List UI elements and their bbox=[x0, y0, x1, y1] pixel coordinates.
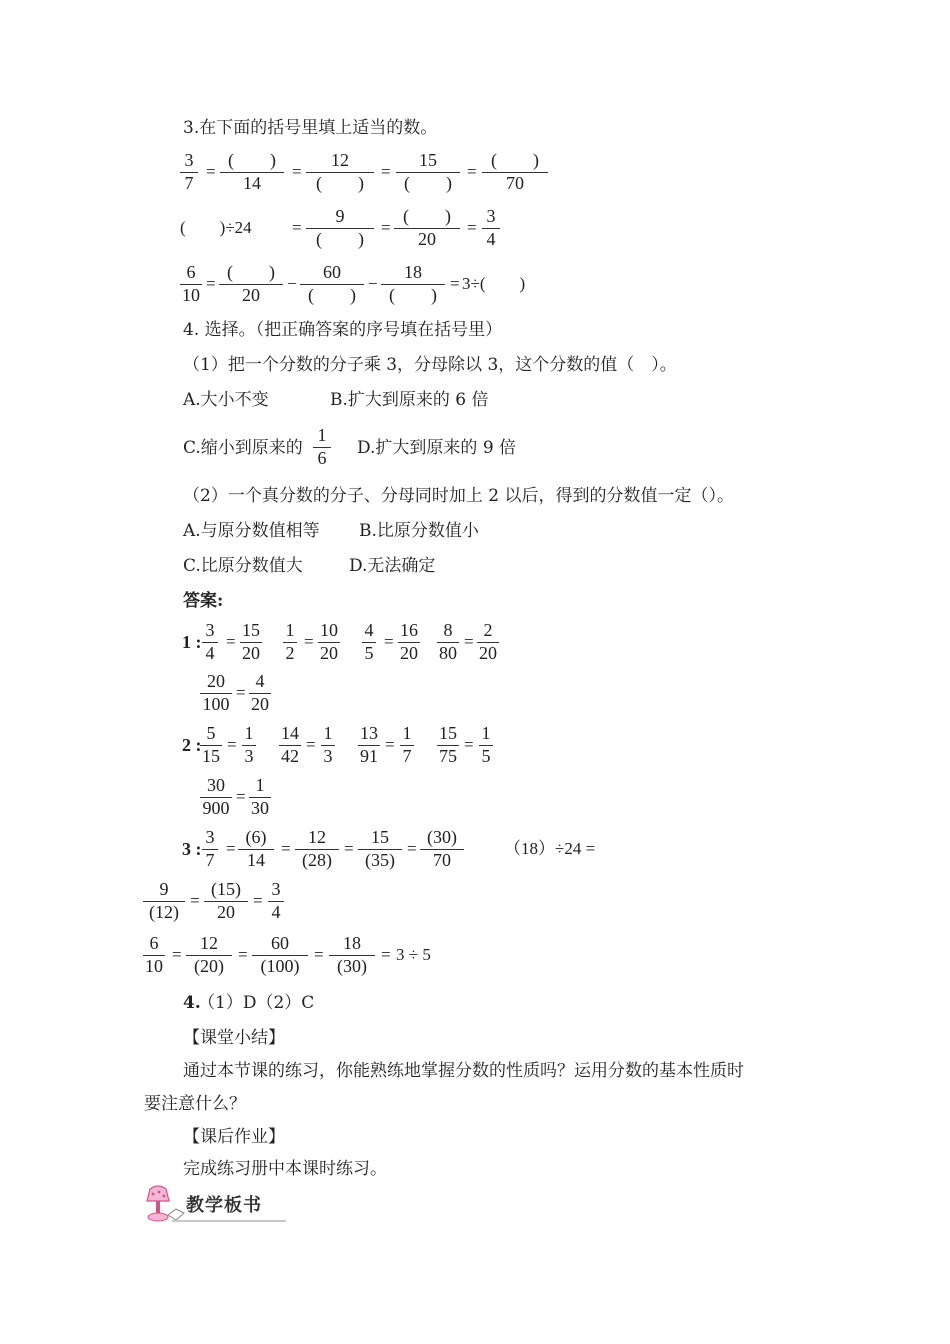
answer-label: 4. bbox=[183, 993, 201, 1013]
denominator: (12) bbox=[149, 902, 179, 922]
equals-sign: = bbox=[407, 839, 417, 858]
minus-sign: − bbox=[287, 274, 297, 293]
denominator: 4 bbox=[486, 229, 496, 249]
numerator: 1 bbox=[255, 775, 265, 795]
equals-sign: = bbox=[381, 218, 391, 237]
numerator: ( ) bbox=[227, 262, 275, 282]
denominator: (30) bbox=[337, 956, 367, 976]
numerator: 16 bbox=[400, 620, 418, 640]
numerator: 8 bbox=[443, 620, 453, 640]
numerator: 15 bbox=[242, 620, 260, 640]
fraction bbox=[279, 723, 301, 769]
equals-sign: = bbox=[384, 632, 394, 651]
equals-sign: = bbox=[281, 839, 291, 858]
equals-sign: = bbox=[226, 839, 236, 858]
fraction bbox=[283, 620, 297, 666]
denominator: 15 bbox=[202, 746, 220, 766]
numerator: 18 bbox=[404, 262, 422, 282]
numerator: 12 bbox=[200, 933, 218, 953]
denominator: 20 bbox=[320, 643, 338, 663]
fraction bbox=[240, 620, 262, 666]
blank-fraction[interactable] bbox=[482, 150, 548, 196]
denominator: 20 bbox=[242, 643, 260, 663]
blank-divide-expression[interactable]: 3÷( ) bbox=[462, 274, 526, 293]
answer-label: 1 : bbox=[182, 632, 202, 652]
equals-sign: = bbox=[381, 945, 391, 964]
answer-label: 3 : bbox=[182, 839, 202, 859]
numerator: ( ) bbox=[228, 150, 276, 170]
numerator: 20 bbox=[207, 671, 225, 691]
numerator: 18 bbox=[343, 933, 361, 953]
fraction bbox=[249, 671, 271, 717]
choice-c[interactable]: C.缩小到原来的 bbox=[183, 438, 303, 458]
blank-fraction[interactable] bbox=[306, 150, 374, 196]
answer-label: 2 : bbox=[182, 735, 202, 755]
fraction bbox=[252, 933, 308, 979]
equals-sign: = bbox=[236, 683, 246, 702]
denominator: 20 bbox=[242, 285, 260, 305]
equals-sign: = bbox=[206, 274, 216, 293]
q4-title: 4. 选择。（把正确答案的序号填在括号里） bbox=[183, 320, 503, 340]
denominator: (35) bbox=[365, 850, 395, 870]
equals-sign: = bbox=[306, 735, 316, 754]
blank-fraction[interactable] bbox=[394, 206, 460, 252]
equals-sign: = bbox=[226, 632, 236, 651]
denominator: 4 bbox=[271, 902, 281, 922]
choice-b[interactable]: B.扩大到原来的 6 倍 bbox=[330, 390, 489, 410]
denominator: 6 bbox=[317, 448, 327, 468]
minus-sign: − bbox=[368, 274, 378, 293]
fraction bbox=[268, 879, 284, 925]
fraction bbox=[358, 827, 402, 873]
numerator: 3 bbox=[205, 827, 215, 847]
numerator: 12 bbox=[331, 150, 349, 170]
numerator: 6 bbox=[149, 933, 159, 953]
numerator: 12 bbox=[308, 827, 326, 847]
denominator: ( ) bbox=[389, 285, 437, 305]
denominator: 7 bbox=[205, 850, 215, 870]
denominator: 20 bbox=[217, 902, 235, 922]
numerator: 3 bbox=[184, 150, 194, 170]
numerator: ( ) bbox=[491, 150, 539, 170]
numerator: 1 bbox=[481, 723, 491, 743]
numerator: 15 bbox=[371, 827, 389, 847]
numerator: 1 bbox=[317, 425, 327, 445]
equals-sign: = bbox=[464, 735, 474, 754]
homework-text: 完成练习册中本课时练习。 bbox=[183, 1159, 387, 1179]
equals-sign: = bbox=[464, 632, 474, 651]
numerator: 6 bbox=[186, 262, 196, 282]
denominator: 75 bbox=[439, 746, 457, 766]
blank-fraction[interactable] bbox=[396, 150, 460, 196]
numerator: (6) bbox=[245, 827, 267, 847]
equals-sign: = bbox=[292, 218, 302, 237]
denominator: 42 bbox=[281, 746, 299, 766]
summary-text: 要注意什么？ bbox=[144, 1094, 246, 1114]
denominator: 70 bbox=[433, 850, 451, 870]
denominator: 20 bbox=[400, 643, 418, 663]
fraction bbox=[200, 775, 232, 821]
fraction bbox=[358, 723, 380, 769]
denominator: 3 bbox=[323, 746, 333, 766]
blank-fraction[interactable] bbox=[300, 262, 364, 308]
denominator: 7 bbox=[184, 173, 194, 193]
fraction bbox=[242, 723, 256, 769]
fraction bbox=[180, 262, 202, 308]
equals-sign: = bbox=[467, 162, 477, 181]
numerator: 2 bbox=[483, 620, 493, 640]
equals-sign: = bbox=[304, 632, 314, 651]
denominator: (28) bbox=[302, 850, 332, 870]
numerator: 10 bbox=[320, 620, 338, 640]
answer-expression: （18）÷24 = bbox=[504, 839, 596, 858]
denominator: 7 bbox=[402, 746, 412, 766]
summary-text: 通过本节课的练习，你能熟练地掌握分数的性质吗？运用分数的基本性质时 bbox=[183, 1061, 744, 1081]
equals-sign: = bbox=[206, 162, 216, 181]
equals-sign: = bbox=[253, 891, 263, 910]
fraction bbox=[479, 723, 493, 769]
numerator: 3 bbox=[271, 879, 281, 899]
blank-divide-expression[interactable]: ( )÷24 bbox=[180, 218, 252, 237]
fraction bbox=[477, 620, 499, 666]
fraction bbox=[143, 933, 165, 979]
denominator: (100) bbox=[260, 956, 300, 976]
q4-part2-question: （2）一个真分数的分子、分母同时加上 2 以后，得到的分数值一定（）。 bbox=[183, 486, 734, 506]
blank-fraction[interactable] bbox=[220, 150, 284, 196]
denominator: ( ) bbox=[316, 229, 364, 249]
fraction bbox=[186, 933, 232, 979]
numerator: 13 bbox=[360, 723, 378, 743]
fraction bbox=[329, 933, 375, 979]
choice-a[interactable]: A.与原分数值相等 bbox=[183, 521, 320, 541]
blank-fraction[interactable] bbox=[219, 262, 283, 308]
summary-heading: 【课堂小结】 bbox=[183, 1028, 285, 1048]
fraction bbox=[362, 620, 376, 666]
answers-heading: 答案: bbox=[183, 591, 224, 611]
denominator: 14 bbox=[247, 850, 265, 870]
fraction bbox=[204, 879, 248, 925]
equals-sign: = bbox=[236, 787, 246, 806]
denominator: 900 bbox=[202, 798, 230, 818]
fraction bbox=[321, 723, 335, 769]
numerator: 14 bbox=[281, 723, 299, 743]
choice-b[interactable]: B.比原分数值小 bbox=[359, 521, 479, 541]
denominator: 91 bbox=[360, 746, 378, 766]
numerator: 1 bbox=[323, 723, 333, 743]
blank-fraction[interactable] bbox=[306, 206, 374, 252]
numerator: 3 bbox=[205, 620, 215, 640]
fraction bbox=[202, 827, 218, 873]
numerator: 9 bbox=[335, 206, 345, 226]
denominator: 2 bbox=[285, 643, 295, 663]
fraction bbox=[295, 827, 339, 873]
q4-part1-question: （1）把一个分数的分子乘 3，分母除以 3，这个分数的值（ ）。 bbox=[183, 355, 677, 375]
choice-d[interactable]: D.扩大到原来的 9 倍 bbox=[357, 438, 517, 458]
equals-sign: = bbox=[467, 218, 477, 237]
answer-text: （1）D（2）C bbox=[198, 993, 315, 1013]
denominator: 80 bbox=[439, 643, 457, 663]
fraction bbox=[249, 775, 271, 821]
equals-sign: = bbox=[385, 735, 395, 754]
numerator: 60 bbox=[271, 933, 289, 953]
equals-sign: = bbox=[190, 891, 200, 910]
fraction bbox=[313, 425, 331, 471]
denominator: 3 bbox=[244, 746, 254, 766]
fraction bbox=[437, 723, 459, 769]
numerator: (30) bbox=[427, 827, 457, 847]
numerator: 60 bbox=[323, 262, 341, 282]
choice-a[interactable]: A.大小不变 bbox=[183, 390, 269, 410]
denominator: (20) bbox=[194, 956, 224, 976]
denominator: 4 bbox=[205, 643, 215, 663]
answer-expression: 3 ÷ 5 bbox=[396, 945, 431, 964]
fraction bbox=[318, 620, 340, 666]
numerator: 9 bbox=[159, 879, 169, 899]
equals-sign: = bbox=[314, 945, 324, 964]
homework-heading: 【课后作业】 bbox=[183, 1127, 285, 1147]
numerator: 4 bbox=[255, 671, 265, 691]
choice-c[interactable]: C.比原分数值大 bbox=[183, 556, 303, 576]
numerator: (15) bbox=[211, 879, 241, 899]
fraction bbox=[238, 827, 274, 873]
fraction bbox=[400, 723, 414, 769]
denominator: 20 bbox=[418, 229, 436, 249]
equals-sign: = bbox=[450, 274, 460, 293]
fraction bbox=[398, 620, 420, 666]
numerator: 1 bbox=[402, 723, 412, 743]
denominator: 5 bbox=[364, 643, 374, 663]
fraction bbox=[143, 879, 185, 925]
fraction bbox=[200, 671, 232, 717]
numerator: 30 bbox=[207, 775, 225, 795]
denominator: ( ) bbox=[404, 173, 452, 193]
logo-text: 教学板书 bbox=[186, 1195, 262, 1216]
denominator: 20 bbox=[251, 694, 269, 714]
denominator: 70 bbox=[506, 173, 524, 193]
denominator: 30 bbox=[251, 798, 269, 818]
denominator: ( ) bbox=[316, 173, 364, 193]
denominator: 10 bbox=[182, 285, 200, 305]
equals-sign: = bbox=[172, 945, 182, 964]
choice-d[interactable]: D.无法确定 bbox=[349, 556, 436, 576]
q3-title: 3.在下面的括号里填上适当的数。 bbox=[183, 118, 438, 138]
denominator: 10 bbox=[145, 956, 163, 976]
numerator: 3 bbox=[486, 206, 496, 226]
board-logo bbox=[142, 1183, 288, 1227]
numerator: 15 bbox=[439, 723, 457, 743]
fraction bbox=[437, 620, 459, 666]
numerator: 1 bbox=[285, 620, 295, 640]
numerator: 15 bbox=[419, 150, 437, 170]
numerator: ( ) bbox=[403, 206, 451, 226]
denominator: ( ) bbox=[308, 285, 356, 305]
fraction bbox=[482, 206, 500, 252]
equals-sign: = bbox=[344, 839, 354, 858]
numerator: 4 bbox=[364, 620, 374, 640]
equals-sign: = bbox=[238, 945, 248, 964]
fraction bbox=[420, 827, 464, 873]
fraction bbox=[180, 150, 198, 196]
numerator: 5 bbox=[206, 723, 216, 743]
denominator: 5 bbox=[481, 746, 491, 766]
equals-sign: = bbox=[381, 162, 391, 181]
equals-sign: = bbox=[227, 735, 237, 754]
fraction bbox=[202, 620, 218, 666]
numerator: 1 bbox=[244, 723, 254, 743]
equals-sign: = bbox=[292, 162, 302, 181]
denominator: 100 bbox=[202, 694, 230, 714]
blank-fraction[interactable] bbox=[381, 262, 445, 308]
denominator: 20 bbox=[479, 643, 497, 663]
fraction bbox=[200, 723, 222, 769]
denominator: 14 bbox=[243, 173, 261, 193]
